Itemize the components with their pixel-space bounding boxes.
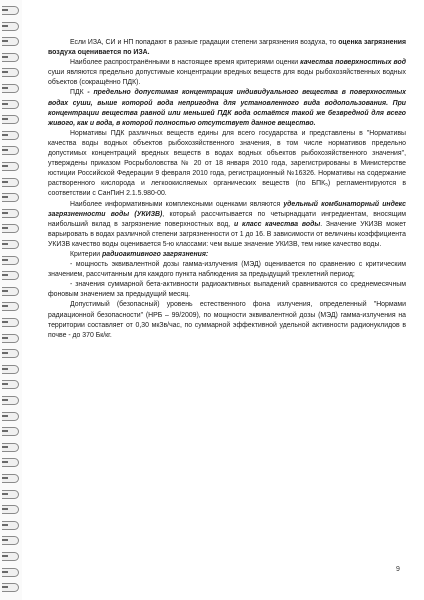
binding-ring bbox=[2, 115, 19, 124]
binding-ring bbox=[2, 552, 19, 561]
text-run: , который рассчитывается по четырнадцати ингредиентам, вносящим наибольший вклад в загрязнение поверхностных вод, bbox=[48, 210, 406, 228]
binding-ring bbox=[2, 6, 19, 15]
text-run: суши являются предельно допустимые концентрации вредных веществ для воды рыбохозяйственных водных объектов (сокращённо ПДК). bbox=[48, 69, 406, 87]
paragraph bbox=[48, 300, 406, 340]
binding-ring bbox=[2, 68, 19, 77]
binding-ring bbox=[2, 209, 19, 218]
paragraph bbox=[48, 38, 406, 58]
text-run-bold-italic: - предельно допустимая концентрация индивидуального вещества в поверхностных водах суши, выше которой вода непригодна для установленного вида водопользования. При концентрации вещества равной или меньшей ПДК вода остаётся такой же безвредной для всего живого, как и вода, в которой полностью отсутствует данное вещество. bbox=[48, 89, 406, 127]
binding-ring bbox=[2, 256, 19, 265]
binding-ring bbox=[2, 37, 19, 46]
binding-ring bbox=[2, 146, 19, 155]
text-run-bold-italic: удельный комбинаторный индекс загрязненности воды (УКИЗВ) bbox=[48, 200, 406, 218]
paragraph bbox=[48, 280, 406, 300]
binding-ring bbox=[2, 365, 19, 374]
binding-ring bbox=[2, 505, 19, 514]
binding-ring bbox=[2, 193, 19, 202]
binding-ring bbox=[2, 84, 19, 93]
page-number: 9 bbox=[396, 566, 400, 573]
text-run: - значения суммарной бета-активности радиоактивных выпадений сравниваются со среднемесячным фоновым значением за предыдущий месяц. bbox=[48, 281, 406, 299]
binding-ring bbox=[2, 568, 19, 577]
text-run-bold-italic: качества поверхностных вод bbox=[300, 59, 406, 67]
text-run-bold: оценка загрязнения воздуха оценивается по ИЗА. bbox=[48, 39, 407, 57]
binding-ring bbox=[2, 224, 19, 233]
binding-ring bbox=[2, 100, 19, 109]
document-body bbox=[48, 38, 406, 341]
text-run-bold-italic: и класс качества воды bbox=[233, 220, 321, 228]
binding-ring bbox=[2, 380, 19, 389]
text-run: Наиболее информативными комплексными оценками являются bbox=[70, 200, 284, 208]
binding-ring bbox=[2, 583, 19, 592]
text-run-bold-italic: радиоактивного загрязнения: bbox=[102, 250, 209, 258]
text-run: Допустимый (безопасный) уровень естественного фона излучения, определенный "Нормами радиационной безопасности" (НРБ – 99/2009), по мощности эквивалентной дозы (МЭД) гамма-излучения на территории составляет от 0,30 мкЗв/час, по суммарной эффективной удельной активности радионуклидов в почве - до 370 Бк/кг. bbox=[48, 301, 406, 339]
text-run: - мощность эквивалентной дозы гамма-излучения (МЭД) оценивается по сравнению с критическим значением, рассчитанным для каждого пункта наблюдения за предыдущий трехлетний период; bbox=[48, 261, 406, 279]
text-run: Если ИЗА, СИ и НП попадают в разные градации степени загрязнения воздуха, то bbox=[70, 39, 339, 46]
binding-ring bbox=[2, 271, 19, 280]
paragraph bbox=[48, 88, 406, 128]
binding-strip bbox=[0, 0, 22, 600]
binding-ring bbox=[2, 474, 19, 483]
text-run: Критерии bbox=[70, 250, 103, 258]
text-run: ПДК bbox=[70, 89, 84, 97]
binding-ring bbox=[2, 178, 19, 187]
binding-ring bbox=[2, 521, 19, 530]
binding-ring bbox=[2, 334, 19, 343]
binding-ring bbox=[2, 536, 19, 545]
binding-ring bbox=[2, 287, 19, 296]
binding-ring bbox=[2, 427, 19, 436]
binding-ring bbox=[2, 22, 19, 31]
text-run: Нормативы ПДК различных веществ едины для всего государства и представлены в "Нормативы качества воды водных объектов рыбохозяйственного значения, в том числе нормативов предельно допустимых концентраций вредных веществ в водах водных объектов рыбохозяйственного значения", утверждены приказом Росрыболовства № 20 от 18 января 2010 года, зарегистрированы в Министерстве юстиции Российской Федерации 9 февраля 2010 года, регистрационный №16326. Нормативы на содержание растворенного кислорода и легкоокисляемых органических веществ (по БПК₅) регламентируются в соответствии с СанПиН 2.1.5.980-00. bbox=[48, 129, 406, 198]
binding-ring bbox=[2, 240, 19, 249]
paragraph bbox=[48, 58, 406, 88]
binding-ring bbox=[2, 318, 19, 327]
paragraph bbox=[48, 260, 406, 280]
binding-ring bbox=[2, 162, 19, 171]
paragraph bbox=[48, 129, 406, 200]
paragraph bbox=[48, 200, 406, 250]
binding-ring bbox=[2, 490, 19, 499]
text-run: . Значение УКИЗВ может варьировать в водах различной степени загрязненности от 1 до 16. В зависимости от величины коэффициента УКИЗВ качество воды оценивается 5-ю классами: чем выше значение УКИЗВ, тем ниже качество воды. bbox=[48, 220, 406, 248]
binding-ring bbox=[2, 412, 19, 421]
text-run: Наиболее распространёнными в настоящее время критериями оценки bbox=[70, 59, 301, 67]
binding-ring bbox=[2, 302, 19, 311]
binding-ring bbox=[2, 349, 19, 358]
binding-ring bbox=[2, 131, 19, 140]
binding-ring bbox=[2, 53, 19, 62]
binding-ring bbox=[2, 396, 19, 405]
binding-ring bbox=[2, 443, 19, 452]
binding-ring bbox=[2, 458, 19, 467]
paragraph bbox=[48, 250, 406, 260]
